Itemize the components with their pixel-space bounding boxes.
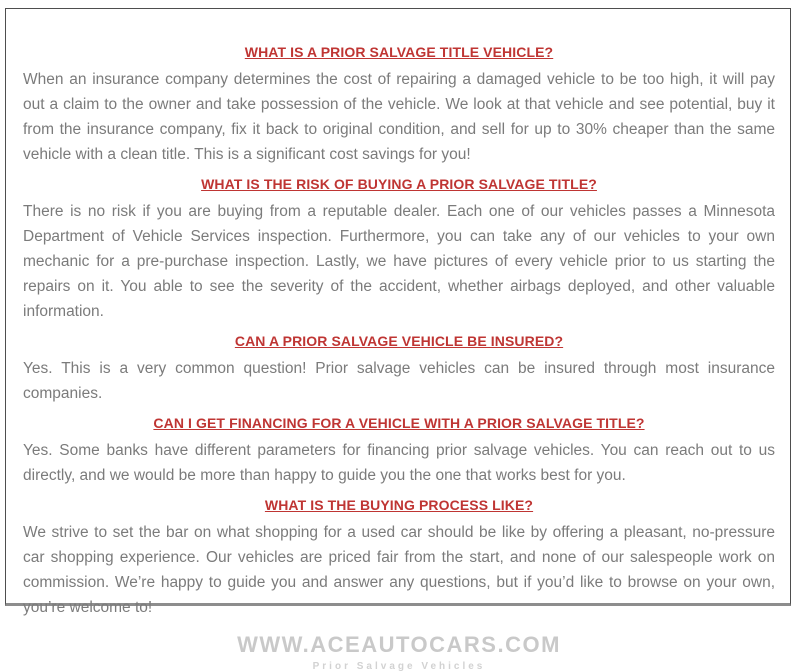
faq-section xyxy=(23,43,775,167)
faq-question: CAN A PRIOR SALVAGE VEHICLE BE INSURED? xyxy=(234,333,564,349)
page-frame xyxy=(5,8,791,672)
faq-answer: We strive to set the bar on what shopping for a used car should be like by offering a pleasant, no-pressure car shopping experience. Our vehicles are priced fair from the start, and none of our salespeople work on commission. We’re happy to guide you and answer any questions, but if you’d like to browse on your own, you’re welcome to! xyxy=(23,524,775,616)
faq-question: WHAT IS A PRIOR SALVAGE TITLE VEHICLE? xyxy=(244,44,554,60)
dealer-watermark xyxy=(23,632,775,672)
faq-section xyxy=(23,496,775,620)
faq-section xyxy=(23,414,775,488)
faq-section xyxy=(23,332,775,406)
faq-content xyxy=(6,9,790,672)
faq-answer: Yes. This is a very common question! Prior salvage vehicles can be insured through most insurance companies. xyxy=(23,360,775,402)
faq-question: CAN I GET FINANCING FOR A VEHICLE WITH A PRIOR SALVAGE TITLE? xyxy=(153,415,645,431)
faq-section xyxy=(23,175,775,324)
watermark-website: WWW.ACEAUTOCARS.COM xyxy=(237,632,561,657)
faq-answer: There is no risk if you are buying from a reputable dealer. Each one of our vehicles passes a Minnesota Department of Vehicle Services inspection. Furthermore, you can take any of our vehicles to your own mechanic for a pre-purchase inspection. Lastly, we have pictures of every vehicle prior to us starting the repairs on it. You able to see the severity of the accident, whether airbags deployed, and other valuable information. xyxy=(23,203,775,320)
watermark-tagline: Prior Salvage Vehicles xyxy=(312,661,486,672)
faq-answer: Yes. Some banks have different parameters for financing prior salvage vehicles. You can reach out to us directly, and we would be more than happy to guide you the one that works best for you. xyxy=(23,442,775,484)
faq-question: WHAT IS THE BUYING PROCESS LIKE? xyxy=(264,497,534,513)
faq-answer: When an insurance company determines the cost of repairing a damaged vehicle to be too high, it will pay out a claim to the owner and take possession of the vehicle. We look at that vehicle and see potential, buy it from the insurance company, fix it back to original condition, and sell for up to 30% cheaper than the same vehicle with a clean title. This is a significant cost savings for you! xyxy=(23,71,775,163)
faq-question: WHAT IS THE RISK OF BUYING A PRIOR SALVAGE TITLE? xyxy=(201,176,597,192)
